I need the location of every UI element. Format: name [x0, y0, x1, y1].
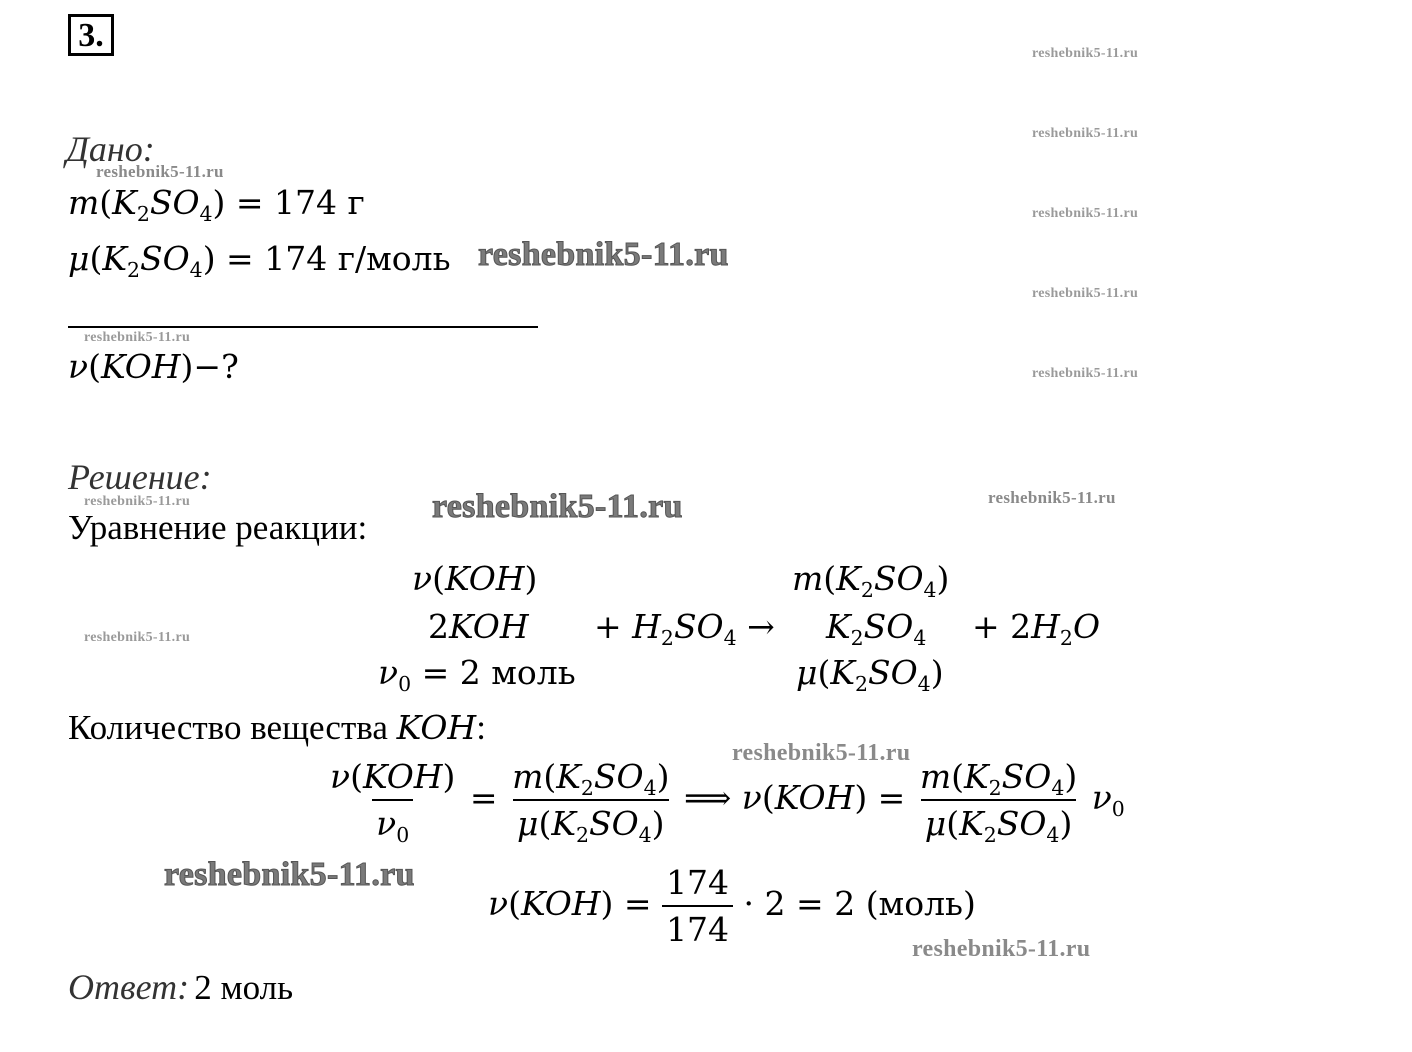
reaction-k2so4: $K_2SO_4$	[826, 607, 927, 651]
watermark: reshebnik5-11.ru	[988, 488, 1116, 507]
reaction-m-k2so4: $m(K_2SO_4)$	[792, 559, 950, 603]
calculation-formula: ν(KOH) = $\frac{174}{174}$ · 2 = 2 (моль)	[488, 863, 976, 949]
equation-intro: Уравнение реакции:	[68, 508, 368, 547]
watermark: reshebnik5-11.ru	[84, 630, 191, 645]
watermark: reshebnik5-11.ru	[432, 488, 683, 525]
watermark: reshebnik5-11.ru	[1032, 46, 1139, 61]
reaction-nu0: $\nu_0 = 2$ моль	[378, 653, 576, 697]
reaction-h2so4: + $H_2SO_4$ →	[594, 607, 775, 651]
given-divider	[68, 326, 538, 328]
given-heading: Дано:	[66, 129, 155, 169]
watermark: reshebnik5-11.ru	[84, 494, 191, 509]
watermark: reshebnik5-11.ru	[478, 236, 729, 273]
watermark: reshebnik5-11.ru	[732, 740, 911, 766]
watermark: reshebnik5-11.ru	[1032, 286, 1139, 301]
watermark: reshebnik5-11.ru	[1032, 206, 1139, 221]
watermark: reshebnik5-11.ru	[164, 856, 415, 893]
reaction-water: + $2H_2O$	[972, 607, 1100, 651]
problem-number: 3.	[68, 14, 114, 56]
watermark: reshebnik5-11.ru	[84, 330, 191, 345]
reaction-koh: 2KOH	[428, 607, 529, 646]
answer-line	[68, 966, 293, 1008]
reaction-nu-koh: ν(KOH)	[412, 559, 538, 598]
proportion-formula: $\frac{\text{ν(KOH)}}{\nu_0}$ = $\frac{m(K_2SO_4)}{\mu(K_2SO_4)}$ ⟹ ν(KOH) = $\frac{m(K_2SO_4)}{\mu(K_2SO_4)}$ $\nu_0$	[330, 757, 1125, 848]
watermark: reshebnik5-11.ru	[1032, 366, 1139, 381]
answer-value: 2 моль	[194, 968, 294, 1007]
watermark: reshebnik5-11.ru	[912, 936, 1091, 962]
reaction-mu-k2so4: $\mu(K_2SO_4)$	[796, 653, 944, 697]
answer-label: Ответ:	[68, 967, 190, 1007]
watermark: reshebnik5-11.ru	[1032, 126, 1139, 141]
find-quantity: ν(KOH)−?	[68, 347, 239, 386]
given-mass: $m(K_2SO_4) = 174$ г	[68, 183, 365, 227]
given-molar-mass: $\mu(K_2SO_4) = 174$ г/моль	[68, 239, 451, 283]
quantity-intro: Количество вещества KOH:	[68, 708, 486, 747]
watermark: reshebnik5-11.ru	[96, 162, 224, 181]
solution-heading: Решение:	[68, 457, 212, 497]
